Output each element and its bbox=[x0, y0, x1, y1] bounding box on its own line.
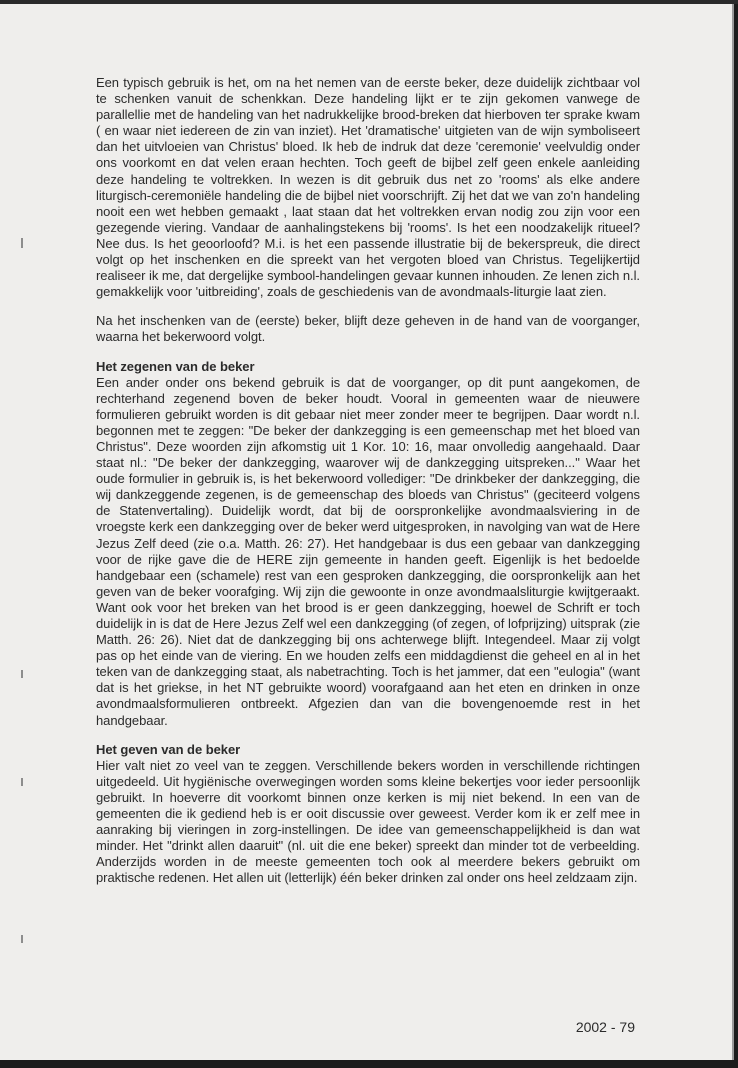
margin-mark bbox=[21, 238, 23, 248]
page-number: 2002 - 79 bbox=[575, 1019, 635, 1035]
margin-mark bbox=[21, 670, 23, 678]
section-text-giving: Hier valt niet zo veel van te zeggen. Verschillende bekers worden in verschillende richtingen uitgedeeld. Uit hygiënische overwegingen worden soms kleine bekertjes voor ieder persoonlijk gebruikt. In hoeverre dit voorkomt binnen onze kerken is mij niet bekend. In een van de gemeenten die ik gediend heb is er ooit discussie over geweest. Verder kom ik er zelf mee in aanraking bij vieringen in zorg-instellingen. De idee van gemeenschappelijkheid is dan wat minder. Het "drinkt allen daaruit" (nl. uit die ene beker) spreekt dan minder tot de verbeelding. Anderzijds worden in de meeste gemeenten toch ook al meerdere bekers gebruikt om praktische redenen. Het allen uit (letterlijk) één beker drinken zal onder ons heel zeldzaam zijn. bbox=[96, 757, 640, 886]
paragraph-cup-raised: Na het inschenken van de (eerste) beker, blijft deze geheven in de hand van de voorganger, waarna het bekerwoord volgt. bbox=[96, 313, 640, 345]
margin-mark bbox=[21, 935, 23, 943]
margin-mark bbox=[21, 778, 23, 786]
scan-edge bbox=[0, 0, 738, 4]
article-body bbox=[96, 75, 640, 900]
paragraph-ritual: Een typisch gebruik is het, om na het nemen van de eerste beker, deze duidelijk zichtbaar vol te schenken vanuit de schenkkan. Deze handeling lijkt er te zijn gekomen vanwege de parallellie met de handeling van het nadrukkelijke brood-breken dat hierboven ter sprake kwam ( en waar niet iedereen de zin van inziet). Het 'dramatische' uitgieten van de wijn symboliseert dan het uitvloeien van Christus' bloed. Ik heb de indruk dat deze 'ceremonie' veelvuldig onder ons voorkomt en dat velen eraan hechten. Toch geeft de bijbel zelf geen enkele aanleiding deze handeling te voltrekken. In wezen is dit gebruik dus net zo 'rooms' als elke andere liturgisch-ceremoniële handeling die de bijbel niet voorschrijft. Zij het dat we van zo'n handeling nooit een wet hebben gemaakt , laat staan dat het voltrekken ervan nodig zou zijn voor een gezegende viering. Vandaar de aanhalingstekens bij 'rooms'. Is het een noodzakelijk ritueel? Nee dus. Is het geoorloofd? M.i. is het een passende illustratie bij de bekerspreuk, die direct volgt op het inschenken en die spreekt van het vergoten bloed van Christus. Tegelijkertijd realiseer ik me, dat dergelijke symbool-handelingen gevaar kunnen inhouden. Ze lenen zich n.l. gemakkelijk voor 'uitbreiding', zoals de geschiedenis van de avondmaals-liturgie laat zien. bbox=[96, 75, 640, 300]
section-heading-blessing: Het zegenen van de beker bbox=[96, 358, 255, 374]
section-text-blessing: Een ander onder ons bekend gebruik is dat de voorganger, op dit punt aangekomen, de rechterhand zegenend boven de beker houdt. Vooral in gemeenten waar de nieuwere formulieren gebruikt worden is dit gebaar niet meer zonder meer te begrijpen. Daar wordt n.l. begonnen met te zeggen: "De beker der dankzegging is een gemeenschap met het bloed van Christus". Deze woorden zijn afkomstig uit 1 Kor. 10: 16, maar onvolledig aangehaald. Daar staat nl.: "De beker der dankzegging, waarover wij de dankzegging uitspreken..." Waar het oude formulier in gebruik is, is het bekerwoord vollediger: "De drinkbeker der dankzegging, die wij dankzeggende zegenen, is de gemeenschap des bloeds van Christus" (geciteerd volgens de Statenvertaling). Duidelijk wordt, dat bij de oorspronkelijke avondmaalsviering in de vroegste kerk een dankzegging over de beker werd uitgesproken, in navolging van wat de Here Jezus Zelf deed (zie o.a. Matth. 26: 27). Het handgebaar is dus een gebaar van dankzegging voor de rijke gave die de HERE zijn gemeente in handen geeft. Eigenlijk is het bedoelde handgebaar een (schamele) rest van een gesproken dankzegging, die oorspronkelijk aan het geven van de beker voorafging. Wij zijn die gewoonte in onze avondmaalsliturgie kwijtgeraakt. Want ook voor het breken van het brood is er geen dankzegging, hoewel de Schrift er toch duidelijk in is dat de Here Jezus Zelf wel een dankzegging (of zegen, of lofprijzing) uitsprak (zie Matth. 26: 26). Niet dat de dankzegging bij ons achterwege blijft. Integendeel. Maar zij volgt pas op het einde van de viering. En we houden zelfs een middagdienst die geheel en al in het teken van de dankzegging staat, als nabetrachting. Toch is het jammer, dat een "eulogia" (want dat is het griekse, in het NT gebruikte woord) voorafgaand aan het eten en drinken in onze avondmaalsformulieren ontbreekt. Afgezien dan van die bovengenoemde rest in het handgebaar. bbox=[96, 374, 640, 728]
section-heading-giving: Het geven van de beker bbox=[96, 741, 241, 757]
